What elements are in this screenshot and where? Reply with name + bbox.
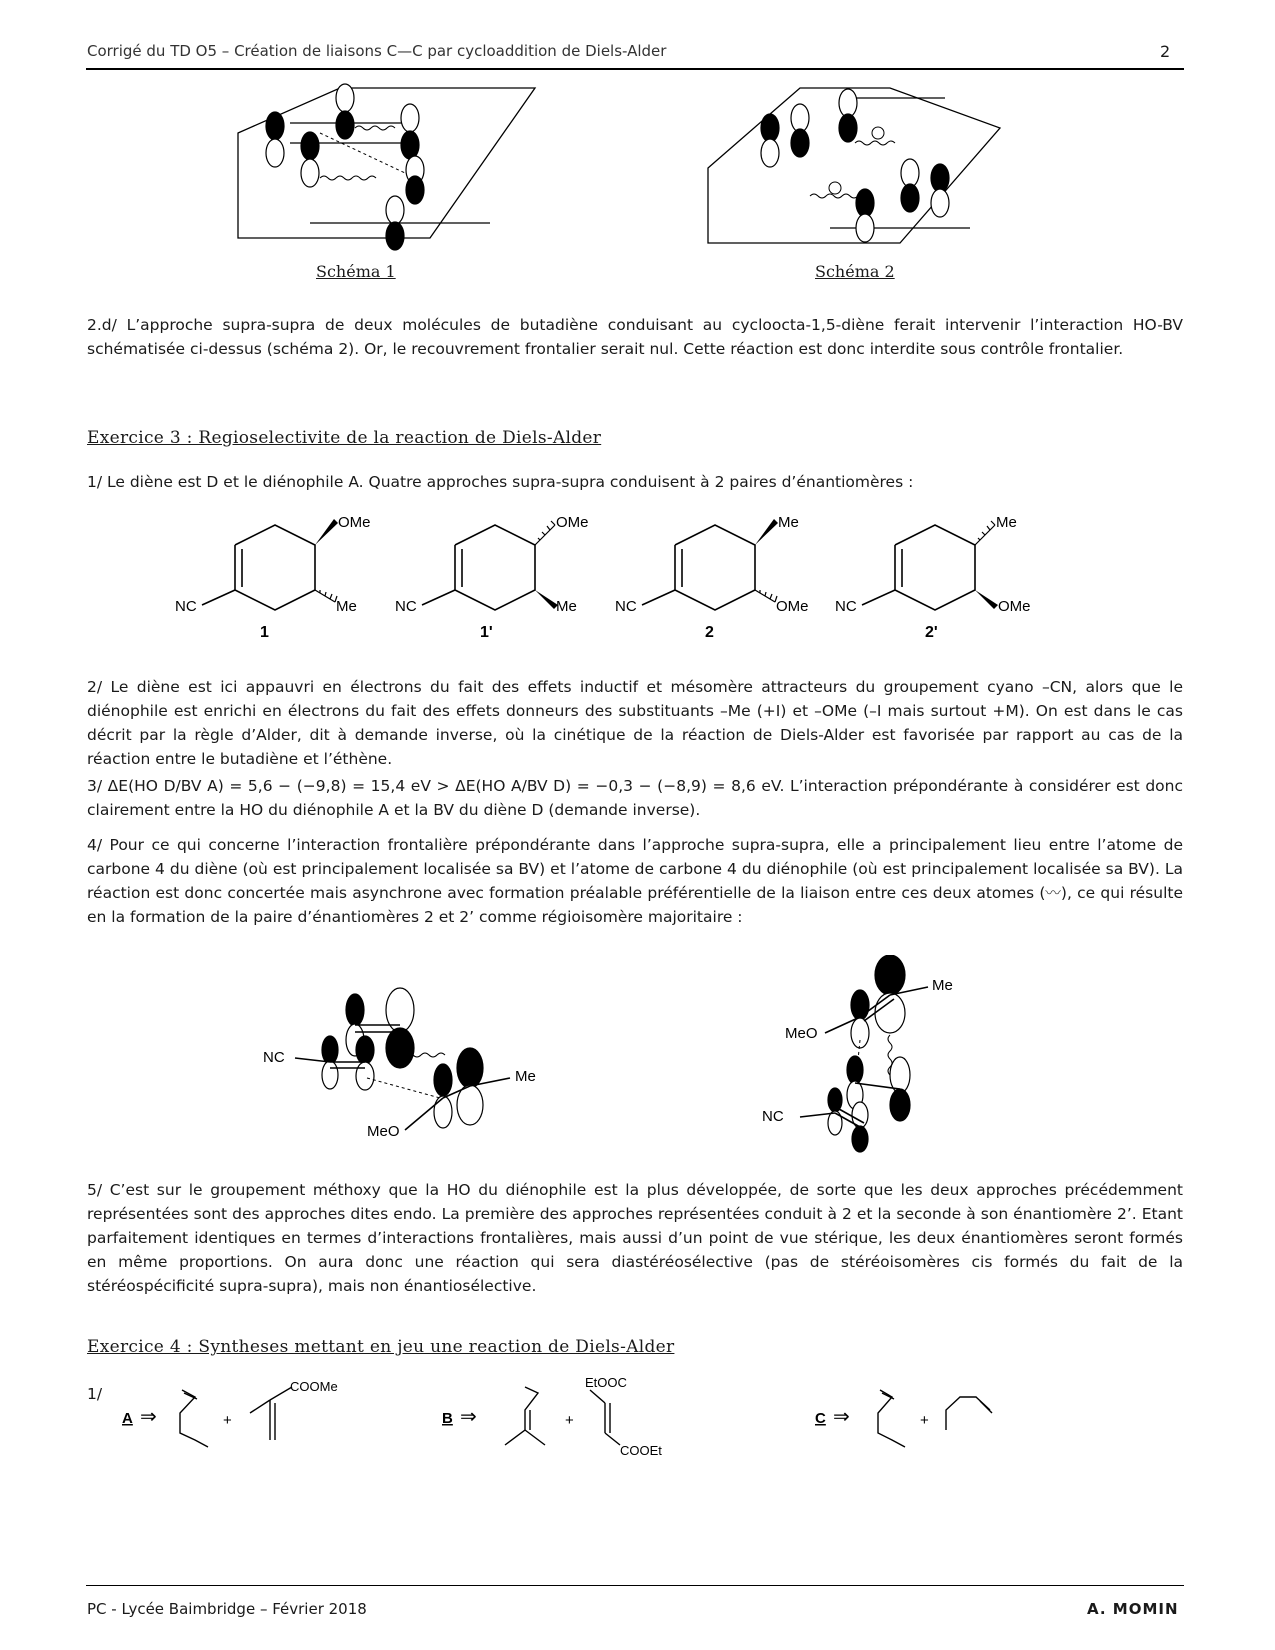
mol1p-bottom-sub: Me <box>556 598 577 615</box>
mol2-number: 2 <box>705 624 714 641</box>
mol2p-number: 2' <box>925 624 938 641</box>
mol2-bottom-sub: OMe <box>776 598 809 615</box>
mol2-nc: NC <box>615 598 637 615</box>
mol1p-top-sub: OMe <box>556 514 589 531</box>
ex3-question-3: 3/ ΔE(HO D/BV A) = 5,6 − (−9,8) = 15,4 eV > ΔE(HO A/BV D) = −0,3 − (−8,9) = 8,6 eV. L’interaction prépondérante à considérer est donc clairement entre la HO du diénophile A et la BV du diène D (demande inverse). <box>87 777 1183 819</box>
mol2p-top-sub: Me <box>996 514 1017 531</box>
synth-plus-c: + <box>920 1412 929 1429</box>
synth-label-a: A <box>122 1410 133 1427</box>
synth-cooet: COOEt <box>620 1443 662 1458</box>
synth-arrow-c: ⇒ <box>833 1406 850 1428</box>
footer-rule <box>86 1585 1184 1586</box>
synth-label-c: C <box>815 1410 826 1427</box>
page-header-title: Corrigé du TD O5 – Création de liaisons C—C par cycloaddition de Diels-Alder <box>87 42 667 60</box>
approach-endo-2-figure <box>760 955 990 1155</box>
exercice3-title: Exercice 3 : Regioselectivite de la reaction de Diels-Alder <box>87 428 602 448</box>
synth-plus-a: + <box>223 1412 232 1429</box>
synth-arrow-a: ⇒ <box>140 1406 157 1428</box>
approach2-nc: NC <box>762 1108 784 1125</box>
approach2-meo: MeO <box>785 1025 818 1042</box>
ex3-question-1: 1/ Le diène est D et le diénophile A. Quatre approches supra-supra conduisent à 2 paires d’énantiomères : <box>87 473 914 491</box>
mol2p-nc: NC <box>835 598 857 615</box>
approach2-me: Me <box>932 977 953 994</box>
footer-right: A. MOMIN <box>1087 1600 1179 1618</box>
ex3-question-5: 5/ C’est sur le groupement méthoxy que la HO du diénophile est la plus développée, de sorte que les deux approches précédemment représentées sont des approches dites endo. La première des approches représentées conduit à 2 et la seconde à son énantiomère 2’. Etant parfaitement identiques en termes d’interactions frontalières, mais aussi d’un point de vue stérique, les deux énantiomères seront formés en même proportions. On aura donc une réaction qui sera diastéréosélective (pas de stéréoisomères cis formés du fait de la stéréospécificité supra-supra), mais non énantiosélective. <box>87 1181 1183 1295</box>
ex4-question-1-label: 1/ <box>87 1385 103 1403</box>
schema2-caption: Schéma 2 <box>815 262 895 281</box>
exercice4-title: Exercice 4 : Syntheses mettant en jeu une reaction de Diels-Alder <box>87 1337 675 1357</box>
mol2-top-sub: Me <box>778 514 799 531</box>
ex3-question-4: 4/ Pour ce qui concerne l’interaction frontalière prépondérante dans l’approche supra-supra, elle a principalement lieu entre l’atome de carbone 4 du diène (où est principalement localisée sa BV) et l’atome de carbone 4 du diénophile (où est principalement localisée sa BV). La réaction est donc concertée mais asynchrone avec formation préalable préférentielle de la liaison entre ces deux atomes (〰), ce qui résulte en la formation de la paire d’énantiomères 2 et 2’ comme régioisomère majoritaire : <box>87 836 1183 926</box>
schema2-figure <box>700 78 1020 253</box>
synth-coome: COOMe <box>290 1379 338 1394</box>
mol1p-number: 1' <box>480 624 493 641</box>
footer-left: PC - Lycée Baimbridge – Février 2018 <box>87 1600 367 1618</box>
mol1-bottom-sub: Me <box>336 598 357 615</box>
approach1-nc: NC <box>263 1049 285 1066</box>
synth-arrow-b: ⇒ <box>460 1406 477 1428</box>
paragraph-2d: 2.d/ L’approche supra-supra de deux molécules de butadiène conduisant au cycloocta-1,5-diène ferait intervenir l’interaction HO-BV schématisée ci-dessus (schéma 2). Or, le recouvrement frontalier serait nul. Cette réaction est donc interdite sous contrôle frontalier. <box>87 316 1183 358</box>
page-number: 2 <box>1160 42 1171 61</box>
retrosynthesis-figure <box>120 1375 1020 1465</box>
mol1-number: 1 <box>260 624 269 641</box>
mol1-top-sub: OMe <box>338 514 371 531</box>
approach-endo-1-figure <box>255 980 555 1150</box>
synth-plus-b: + <box>565 1412 574 1429</box>
schema1-figure <box>230 78 550 253</box>
header-rule <box>86 68 1184 70</box>
ex3-question-2: 2/ Le diène est ici appauvri en électrons du fait des effets inductif et mésomère attracteurs du groupement cyano –CN, alors que le diénophile est enrichi en électrons du fait des effets donneurs des substituants –Me (+I) et –OMe (–I mais surtout +M). On est dans le cas décrit par la règle d’Alder, dit à demande inverse, où la cinétique de la réaction de Diels-Alder est favorisée par rapport au cas de la réaction entre le butadiène et l’éthène. <box>87 678 1183 768</box>
approach1-me: Me <box>515 1068 536 1085</box>
approach1-meo: MeO <box>367 1123 400 1140</box>
enantiomers-figure <box>160 505 1120 655</box>
mol1-nc: NC <box>175 598 197 615</box>
mol2p-bottom-sub: OMe <box>998 598 1031 615</box>
synth-etooc: EtOOC <box>585 1375 627 1390</box>
schema1-caption: Schéma 1 <box>316 262 396 281</box>
mol1p-nc: NC <box>395 598 417 615</box>
synth-label-b: B <box>442 1410 453 1427</box>
